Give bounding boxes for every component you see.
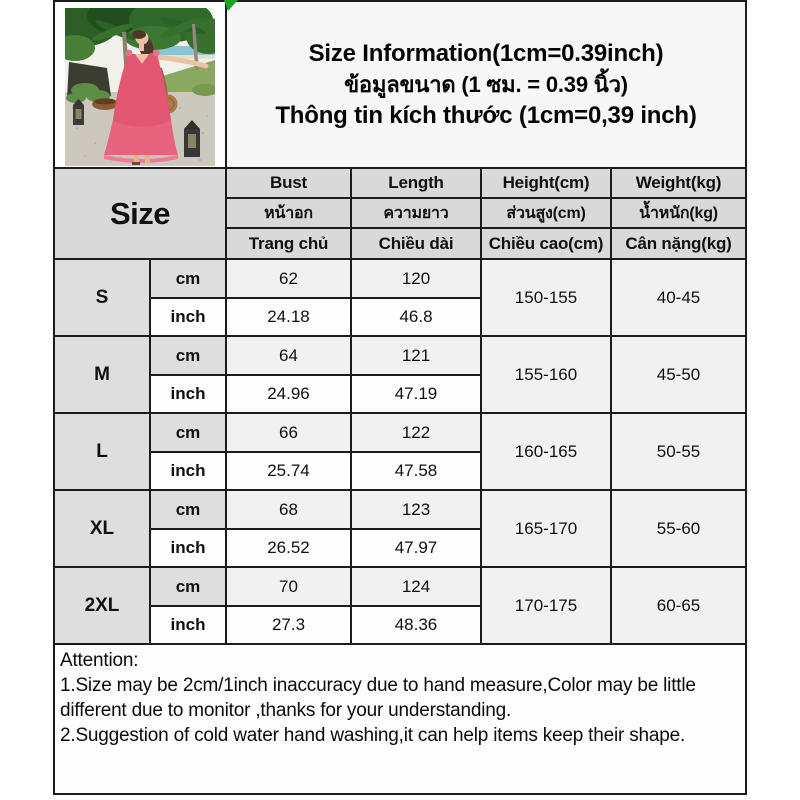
header-bust-en: Bust xyxy=(226,168,351,198)
2xl-weight-range: 60-65 xyxy=(611,567,746,644)
l-bust-inch: 25.74 xyxy=(226,452,351,490)
sandal xyxy=(132,162,140,165)
product-photo xyxy=(65,8,215,166)
l-length-cm: 122 xyxy=(351,413,481,452)
m-height-range: 155-160 xyxy=(481,336,611,413)
header-weight-vi: Cân nặng(kg) xyxy=(611,228,746,259)
unit-cm-label: cm xyxy=(150,490,226,529)
attention-heading: Attention: xyxy=(60,650,139,671)
attention-note-1: 1.Size may be 2cm/1inch inaccuracy due to hand measure,Color may be little different due to monitor ,thanks for your understanding. xyxy=(60,675,696,721)
s-height-range: 150-155 xyxy=(481,259,611,336)
s-length-inch: 46.8 xyxy=(351,298,481,336)
unit-inch-label: inch xyxy=(150,298,226,336)
attention-box xyxy=(54,644,746,794)
row-size-s: S xyxy=(54,259,150,336)
size-corner-label: Size xyxy=(54,168,226,259)
xl-weight-range: 55-60 xyxy=(611,490,746,567)
2xl-height-range: 170-175 xyxy=(481,567,611,644)
unit-inch-label: inch xyxy=(150,452,226,490)
header-weight-th: น้ำหนัก(kg) xyxy=(611,198,746,228)
2xl-length-inch: 48.36 xyxy=(351,606,481,644)
unit-cm-label: cm xyxy=(150,336,226,375)
s-length-cm: 120 xyxy=(351,259,481,298)
2xl-bust-cm: 70 xyxy=(226,567,351,606)
title-cell xyxy=(226,1,746,168)
attention-note-2: 2.Suggestion of cold water hand washing,it can help items keep their shape. xyxy=(60,725,686,746)
header-bust-th: หน้าอก xyxy=(226,198,351,228)
xl-length-inch: 47.97 xyxy=(351,529,481,567)
header-height-th: ส่วนสูง(cm) xyxy=(481,198,611,228)
row-size-2xl: 2XL xyxy=(54,567,150,644)
row-size-l: L xyxy=(54,413,150,490)
title-vietnamese: Thông tin kích thước (1cm=0,39 inch) xyxy=(275,102,697,129)
product-photo-cell xyxy=(54,1,226,168)
planter-bowl xyxy=(92,98,118,110)
title-thai: ข้อมูลขนาด (1 ซม. = 0.39 นิ้ว) xyxy=(344,72,628,97)
unit-inch-label: inch xyxy=(150,375,226,413)
s-bust-cm: 62 xyxy=(226,259,351,298)
m-weight-range: 45-50 xyxy=(611,336,746,413)
m-bust-cm: 64 xyxy=(226,336,351,375)
model-photo-illustration xyxy=(65,8,215,166)
header-length-th: ความยาว xyxy=(351,198,481,228)
xl-length-cm: 123 xyxy=(351,490,481,529)
xl-bust-cm: 68 xyxy=(226,490,351,529)
l-height-range: 160-165 xyxy=(481,413,611,490)
unit-cm-label: cm xyxy=(150,413,226,452)
unit-inch-label: inch xyxy=(150,606,226,644)
xl-bust-inch: 26.52 xyxy=(226,529,351,567)
header-weight-en: Weight(kg) xyxy=(611,168,746,198)
row-size-xl: XL xyxy=(54,490,150,567)
m-bust-inch: 24.96 xyxy=(226,375,351,413)
unit-cm-label: cm xyxy=(150,259,226,298)
unit-inch-label: inch xyxy=(150,529,226,567)
header-bust-vi: Trang chủ xyxy=(226,228,351,259)
size-information-table xyxy=(53,0,747,795)
header-height-en: Height(cm) xyxy=(481,168,611,198)
l-weight-range: 50-55 xyxy=(611,413,746,490)
m-length-cm: 121 xyxy=(351,336,481,375)
header-height-vi: Chiều cao(cm) xyxy=(481,228,611,259)
header-length-vi: Chiều dài xyxy=(351,228,481,259)
m-length-inch: 47.19 xyxy=(351,375,481,413)
l-bust-cm: 66 xyxy=(226,413,351,452)
xl-height-range: 165-170 xyxy=(481,490,611,567)
l-length-inch: 47.58 xyxy=(351,452,481,490)
s-bust-inch: 24.18 xyxy=(226,298,351,336)
title-english: Size Information(1cm=0.39inch) xyxy=(308,40,664,67)
2xl-bust-inch: 27.3 xyxy=(226,606,351,644)
2xl-length-cm: 124 xyxy=(351,567,481,606)
s-weight-range: 40-45 xyxy=(611,259,746,336)
header-length-en: Length xyxy=(351,168,481,198)
row-size-m: M xyxy=(54,336,150,413)
leg xyxy=(145,155,150,163)
unit-cm-label: cm xyxy=(150,567,226,606)
